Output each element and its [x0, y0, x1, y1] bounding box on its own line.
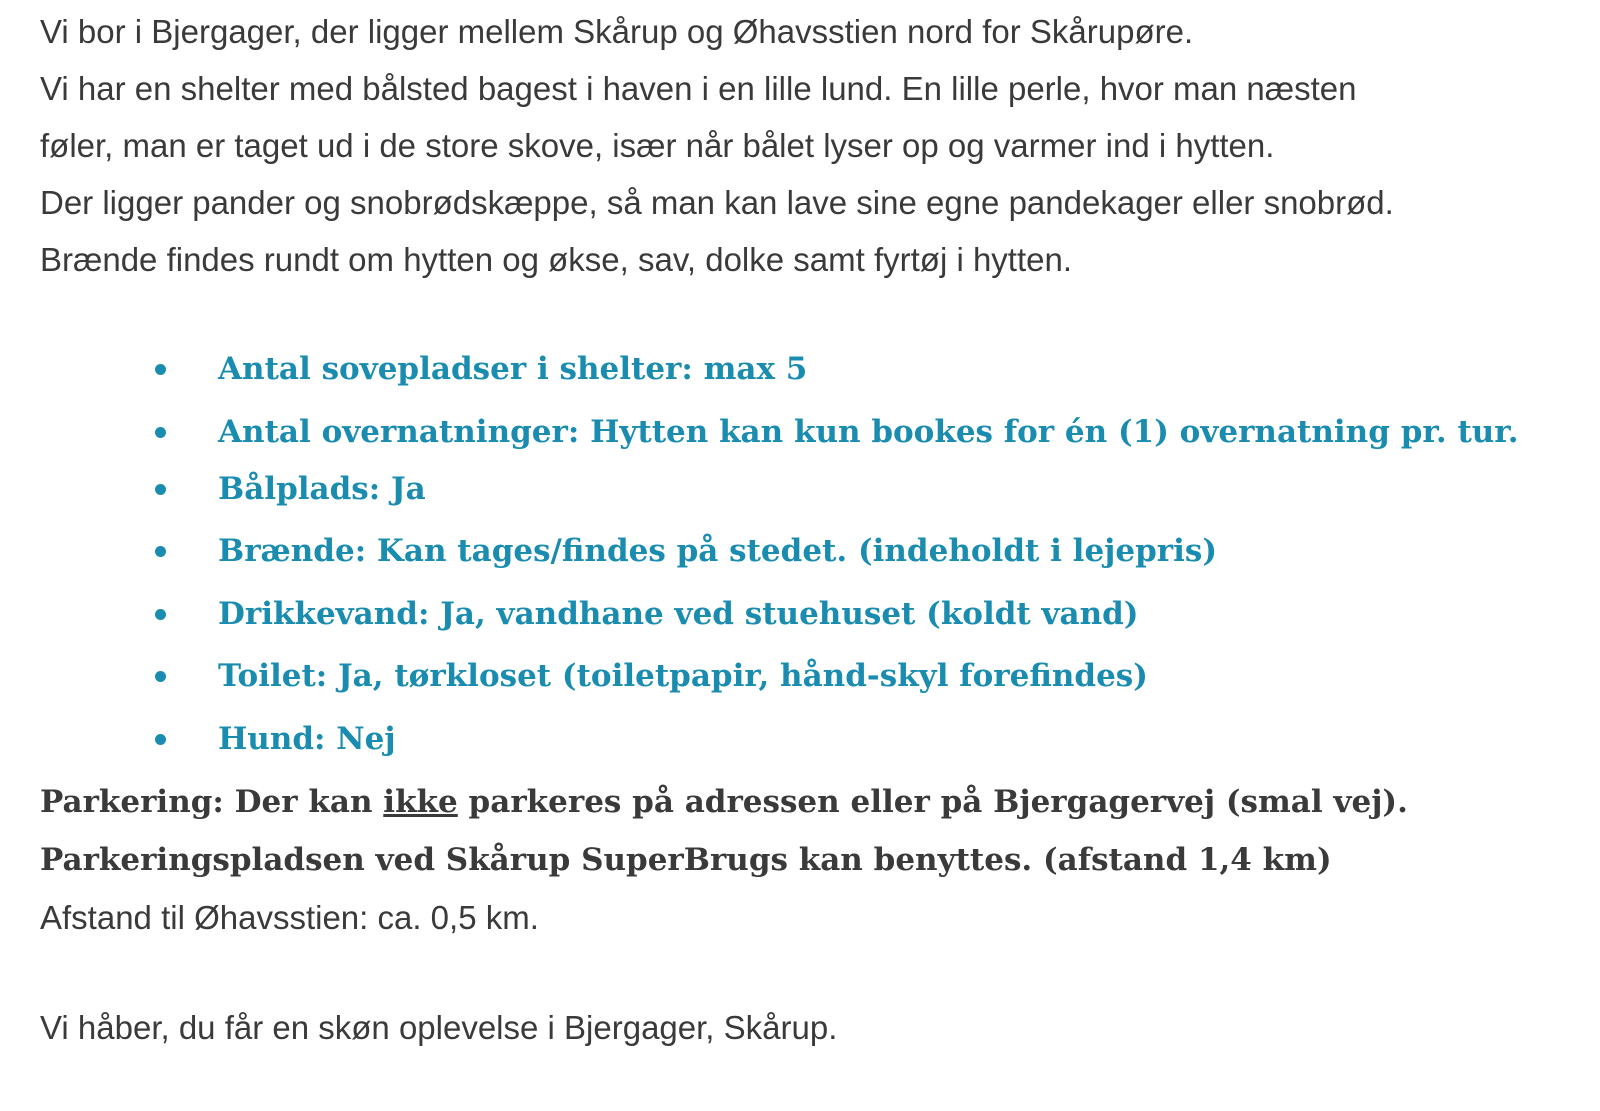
bullet-icon: [155, 734, 166, 745]
fact-text: Antal overnatninger: Hytten kan kun bookes for én (1) overnatning pr. tur.: [218, 414, 1519, 450]
intro-line-5: Brænde findes rundt om hytten og økse, sav, dolke samt fyrtøj i hytten.: [40, 241, 1073, 278]
fact-text: Brænde: Kan tages/findes på stedet. (indeholdt i lejepris): [218, 533, 1218, 569]
distance-line: Afstand til Øhavsstien: ca. 0,5 km.: [40, 899, 539, 936]
intro-line-1: Vi bor i Bjergager, der ligger mellem Skårup og Øhavsstien nord for Skårupøre.: [40, 13, 1194, 50]
parking-underlined-word: ikke: [383, 784, 458, 820]
bullet-icon: [155, 364, 166, 375]
bullet-icon: [155, 609, 166, 620]
parking-text-after: parkeres på adressen eller på Bjergagervej (smal vej).: [457, 784, 1408, 820]
intro-line-4: Der ligger pander og snobrødskæppe, så man kan lave sine egne pandekager eller snobrød.: [40, 184, 1394, 221]
parking-text-before: Parkering: Der kan: [40, 784, 384, 820]
fact-text: Drikkevand: Ja, vandhane ved stuehuset (koldt vand): [218, 596, 1139, 632]
bullet-icon: [155, 427, 166, 438]
fact-text: Toilet: Ja, tørkloset (toiletpapir, hånd-skyl forefindes): [218, 658, 1148, 694]
intro-line-2: Vi har en shelter med bålsted bagest i haven i en lille lund. En lille perle, hvor man næsten: [40, 70, 1357, 107]
closing-line: Vi håber, du får en skøn oplevelse i Bjergager, Skårup.: [40, 1009, 838, 1046]
parking-line-1: [40, 782, 1408, 822]
bullet-icon: [155, 484, 166, 495]
fact-text: Hund: Nej: [218, 721, 396, 757]
bullet-icon: [155, 671, 166, 682]
intro-line-3: føler, man er taget ud i de store skove, især når bålet lyser op og varmer ind i hytten.: [40, 127, 1275, 164]
fact-text: Bålplads: Ja: [218, 471, 426, 507]
bullet-icon: [155, 546, 166, 557]
fact-text: Antal sovepladser i shelter: max 5: [218, 351, 808, 387]
parking-line-2: Parkeringspladsen ved Skårup SuperBrugs kan benyttes. (afstand 1,4 km): [40, 842, 1332, 878]
